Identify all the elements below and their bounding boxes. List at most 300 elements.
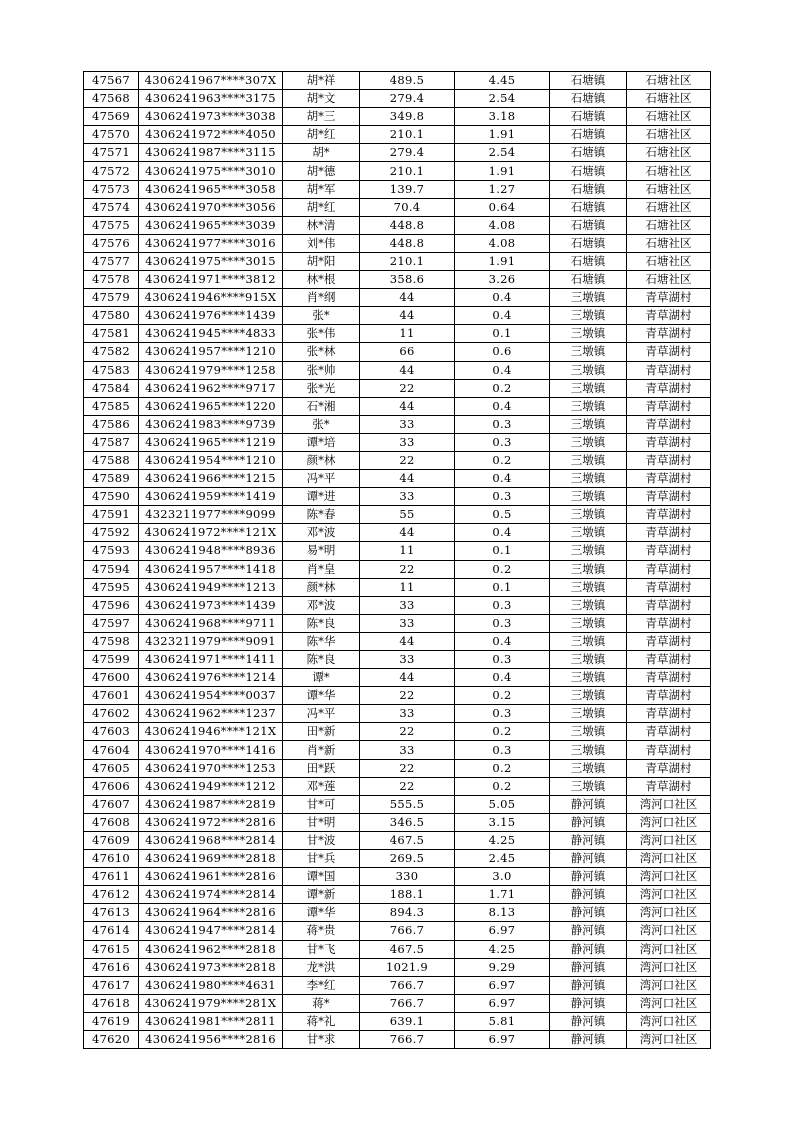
row-number-cell: 47583 (84, 361, 139, 379)
amount-cell: 33 (360, 488, 455, 506)
area-cell: 2.54 (455, 144, 550, 162)
village-cell: 湾河口社区 (627, 850, 711, 868)
village-cell: 湾河口社区 (627, 958, 711, 976)
area-cell: 3.0 (455, 868, 550, 886)
village-cell: 青草湖村 (627, 325, 711, 343)
table-row (84, 180, 711, 198)
table-row (84, 415, 711, 433)
row-number-cell: 47607 (84, 795, 139, 813)
village-cell: 石塘社区 (627, 126, 711, 144)
amount-cell: 33 (360, 415, 455, 433)
area-cell: 6.97 (455, 976, 550, 994)
row-number-cell: 47601 (84, 687, 139, 705)
village-cell: 青草湖村 (627, 361, 711, 379)
row-number-cell: 47617 (84, 976, 139, 994)
town-cell: 三墩镇 (550, 614, 627, 632)
table-row (84, 72, 711, 90)
table-row (84, 451, 711, 469)
id-number-cell: 4323211979****9091 (139, 632, 283, 650)
row-number-cell: 47574 (84, 198, 139, 216)
town-cell: 石塘镇 (550, 252, 627, 270)
area-cell: 0.3 (455, 614, 550, 632)
village-cell: 湾河口社区 (627, 813, 711, 831)
name-cell: 甘*明 (283, 813, 360, 831)
area-cell: 0.2 (455, 777, 550, 795)
name-cell: 谭*新 (283, 886, 360, 904)
name-cell: 胡*祥 (283, 72, 360, 90)
area-cell: 0.3 (455, 433, 550, 451)
town-cell: 石塘镇 (550, 271, 627, 289)
town-cell: 石塘镇 (550, 234, 627, 252)
village-cell: 湾河口社区 (627, 831, 711, 849)
town-cell: 静河镇 (550, 795, 627, 813)
area-cell: 4.25 (455, 831, 550, 849)
area-cell: 0.3 (455, 488, 550, 506)
id-number-cell: 4306241954****0037 (139, 687, 283, 705)
name-cell: 田*跃 (283, 759, 360, 777)
village-cell: 青草湖村 (627, 614, 711, 632)
area-cell: 0.1 (455, 325, 550, 343)
row-number-cell: 47582 (84, 343, 139, 361)
table-row (84, 343, 711, 361)
id-number-cell: 4306241962****9717 (139, 379, 283, 397)
amount-cell: 448.8 (360, 234, 455, 252)
area-cell: 0.2 (455, 723, 550, 741)
name-cell: 刘*伟 (283, 234, 360, 252)
name-cell: 甘*求 (283, 1030, 360, 1048)
amount-cell: 448.8 (360, 216, 455, 234)
id-number-cell: 4323211977****9099 (139, 506, 283, 524)
table-row (84, 578, 711, 596)
id-number-cell: 4306241971****1411 (139, 651, 283, 669)
row-number-cell: 47620 (84, 1030, 139, 1048)
amount-cell: 349.8 (360, 108, 455, 126)
table-row (84, 198, 711, 216)
id-number-cell: 4306241975****3015 (139, 252, 283, 270)
row-number-cell: 47585 (84, 397, 139, 415)
village-cell: 青草湖村 (627, 415, 711, 433)
row-number-cell: 47577 (84, 252, 139, 270)
table-row (84, 271, 711, 289)
village-cell: 青草湖村 (627, 506, 711, 524)
amount-cell: 33 (360, 705, 455, 723)
area-cell: 0.4 (455, 361, 550, 379)
id-number-cell: 4306241968****2814 (139, 831, 283, 849)
table-row (84, 958, 711, 976)
town-cell: 三墩镇 (550, 632, 627, 650)
name-cell: 冯*平 (283, 470, 360, 488)
town-cell: 三墩镇 (550, 397, 627, 415)
amount-cell: 66 (360, 343, 455, 361)
id-number-cell: 4306241970****1416 (139, 741, 283, 759)
town-cell: 石塘镇 (550, 180, 627, 198)
town-cell: 三墩镇 (550, 307, 627, 325)
amount-cell: 44 (360, 361, 455, 379)
table-row (84, 1012, 711, 1030)
id-number-cell: 4306241969****2818 (139, 850, 283, 868)
village-cell: 青草湖村 (627, 470, 711, 488)
id-number-cell: 4306241987****3115 (139, 144, 283, 162)
name-cell: 甘*可 (283, 795, 360, 813)
name-cell: 邓*波 (283, 596, 360, 614)
row-number-cell: 47619 (84, 1012, 139, 1030)
amount-cell: 139.7 (360, 180, 455, 198)
id-number-cell: 4306241962****2818 (139, 940, 283, 958)
amount-cell: 22 (360, 759, 455, 777)
area-cell: 5.81 (455, 1012, 550, 1030)
table-row (84, 596, 711, 614)
area-cell: 0.4 (455, 632, 550, 650)
area-cell: 0.5 (455, 506, 550, 524)
id-number-cell: 4306241966****1215 (139, 470, 283, 488)
amount-cell: 22 (360, 723, 455, 741)
id-number-cell: 4306241965****3039 (139, 216, 283, 234)
amount-cell: 22 (360, 560, 455, 578)
row-number-cell: 47616 (84, 958, 139, 976)
table-row (84, 687, 711, 705)
village-cell: 石塘社区 (627, 144, 711, 162)
table-row (84, 850, 711, 868)
town-cell: 三墩镇 (550, 379, 627, 397)
amount-cell: 210.1 (360, 162, 455, 180)
row-number-cell: 47613 (84, 904, 139, 922)
area-cell: 0.4 (455, 397, 550, 415)
village-cell: 湾河口社区 (627, 976, 711, 994)
row-number-cell: 47575 (84, 216, 139, 234)
area-cell: 1.91 (455, 252, 550, 270)
name-cell: 张* (283, 307, 360, 325)
id-number-cell: 4306241977****3016 (139, 234, 283, 252)
area-cell: 0.4 (455, 470, 550, 488)
amount-cell: 210.1 (360, 252, 455, 270)
name-cell: 谭*华 (283, 687, 360, 705)
amount-cell: 11 (360, 325, 455, 343)
amount-cell: 467.5 (360, 940, 455, 958)
amount-cell: 11 (360, 578, 455, 596)
village-cell: 青草湖村 (627, 596, 711, 614)
table-row (84, 90, 711, 108)
area-cell: 3.18 (455, 108, 550, 126)
amount-cell: 489.5 (360, 72, 455, 90)
village-cell: 青草湖村 (627, 451, 711, 469)
area-cell: 1.71 (455, 886, 550, 904)
area-cell: 0.4 (455, 289, 550, 307)
village-cell: 石塘社区 (627, 216, 711, 234)
name-cell: 陈*春 (283, 506, 360, 524)
town-cell: 静河镇 (550, 958, 627, 976)
amount-cell: 639.1 (360, 1012, 455, 1030)
table-row (84, 252, 711, 270)
amount-cell: 44 (360, 632, 455, 650)
amount-cell: 279.4 (360, 90, 455, 108)
name-cell: 易*明 (283, 542, 360, 560)
town-cell: 三墩镇 (550, 705, 627, 723)
area-cell: 0.1 (455, 542, 550, 560)
name-cell: 林*清 (283, 216, 360, 234)
village-cell: 石塘社区 (627, 252, 711, 270)
table-row (84, 741, 711, 759)
table-row (84, 397, 711, 415)
town-cell: 三墩镇 (550, 723, 627, 741)
row-number-cell: 47579 (84, 289, 139, 307)
amount-cell: 279.4 (360, 144, 455, 162)
id-number-cell: 4306241974****2814 (139, 886, 283, 904)
table-row (84, 289, 711, 307)
id-number-cell: 4306241948****8936 (139, 542, 283, 560)
id-number-cell: 4306241973****2818 (139, 958, 283, 976)
amount-cell: 44 (360, 470, 455, 488)
id-number-cell: 4306241965****3058 (139, 180, 283, 198)
table-row (84, 433, 711, 451)
amount-cell: 44 (360, 669, 455, 687)
name-cell: 胡*三 (283, 108, 360, 126)
id-number-cell: 4306241968****9711 (139, 614, 283, 632)
row-number-cell: 47576 (84, 234, 139, 252)
town-cell: 三墩镇 (550, 560, 627, 578)
id-number-cell: 4306241946****121X (139, 723, 283, 741)
amount-cell: 44 (360, 524, 455, 542)
id-number-cell: 4306241972****4050 (139, 126, 283, 144)
town-cell: 三墩镇 (550, 759, 627, 777)
id-number-cell: 4306241973****1439 (139, 596, 283, 614)
row-number-cell: 47573 (84, 180, 139, 198)
area-cell: 8.13 (455, 904, 550, 922)
village-cell: 青草湖村 (627, 741, 711, 759)
town-cell: 三墩镇 (550, 325, 627, 343)
row-number-cell: 47597 (84, 614, 139, 632)
name-cell: 甘*飞 (283, 940, 360, 958)
row-number-cell: 47611 (84, 868, 139, 886)
name-cell: 石*湘 (283, 397, 360, 415)
amount-cell: 33 (360, 741, 455, 759)
id-number-cell: 4306241976****1214 (139, 669, 283, 687)
row-number-cell: 47608 (84, 813, 139, 831)
town-cell: 三墩镇 (550, 524, 627, 542)
town-cell: 静河镇 (550, 1012, 627, 1030)
village-cell: 湾河口社区 (627, 940, 711, 958)
area-cell: 6.97 (455, 994, 550, 1012)
amount-cell: 22 (360, 451, 455, 469)
table-row (84, 940, 711, 958)
amount-cell: 33 (360, 651, 455, 669)
town-cell: 静河镇 (550, 831, 627, 849)
row-number-cell: 47615 (84, 940, 139, 958)
name-cell: 蒋*贵 (283, 922, 360, 940)
table-row (84, 632, 711, 650)
table-row (84, 560, 711, 578)
name-cell: 陈*良 (283, 651, 360, 669)
row-number-cell: 47584 (84, 379, 139, 397)
id-number-cell: 4306241957****1210 (139, 343, 283, 361)
town-cell: 静河镇 (550, 904, 627, 922)
table-row (84, 831, 711, 849)
area-cell: 0.4 (455, 307, 550, 325)
row-number-cell: 47602 (84, 705, 139, 723)
name-cell: 陈*华 (283, 632, 360, 650)
village-cell: 湾河口社区 (627, 1012, 711, 1030)
town-cell: 石塘镇 (550, 72, 627, 90)
row-number-cell: 47596 (84, 596, 139, 614)
town-cell: 三墩镇 (550, 470, 627, 488)
village-cell: 青草湖村 (627, 524, 711, 542)
area-cell: 0.3 (455, 651, 550, 669)
id-number-cell: 4306241972****121X (139, 524, 283, 542)
town-cell: 石塘镇 (550, 108, 627, 126)
table-row (84, 705, 711, 723)
amount-cell: 70.4 (360, 198, 455, 216)
village-cell: 湾河口社区 (627, 1030, 711, 1048)
village-cell: 湾河口社区 (627, 795, 711, 813)
area-cell: 1.27 (455, 180, 550, 198)
area-cell: 3.26 (455, 271, 550, 289)
name-cell: 冯*平 (283, 705, 360, 723)
id-number-cell: 4306241949****1212 (139, 777, 283, 795)
id-number-cell: 4306241975****3010 (139, 162, 283, 180)
row-number-cell: 47598 (84, 632, 139, 650)
amount-cell: 55 (360, 506, 455, 524)
village-cell: 石塘社区 (627, 180, 711, 198)
id-number-cell: 4306241964****2816 (139, 904, 283, 922)
id-number-cell: 4306241965****1220 (139, 397, 283, 415)
table-row (84, 976, 711, 994)
name-cell: 胡*阳 (283, 252, 360, 270)
town-cell: 三墩镇 (550, 741, 627, 759)
area-cell: 0.2 (455, 687, 550, 705)
name-cell: 肖*新 (283, 741, 360, 759)
table-row (84, 904, 711, 922)
area-cell: 0.6 (455, 343, 550, 361)
area-cell: 0.3 (455, 415, 550, 433)
table-row (84, 162, 711, 180)
town-cell: 静河镇 (550, 1030, 627, 1048)
amount-cell: 188.1 (360, 886, 455, 904)
row-number-cell: 47569 (84, 108, 139, 126)
name-cell: 胡*红 (283, 126, 360, 144)
village-cell: 青草湖村 (627, 723, 711, 741)
amount-cell: 210.1 (360, 126, 455, 144)
table-row (84, 216, 711, 234)
amount-cell: 22 (360, 687, 455, 705)
town-cell: 三墩镇 (550, 343, 627, 361)
village-cell: 青草湖村 (627, 343, 711, 361)
area-cell: 4.25 (455, 940, 550, 958)
name-cell: 肖*皇 (283, 560, 360, 578)
village-cell: 青草湖村 (627, 759, 711, 777)
row-number-cell: 47594 (84, 560, 139, 578)
area-cell: 0.3 (455, 741, 550, 759)
table-row (84, 813, 711, 831)
area-cell: 4.08 (455, 216, 550, 234)
row-number-cell: 47587 (84, 433, 139, 451)
id-number-cell: 4306241973****3038 (139, 108, 283, 126)
village-cell: 青草湖村 (627, 542, 711, 560)
name-cell: 张*伟 (283, 325, 360, 343)
row-number-cell: 47612 (84, 886, 139, 904)
id-number-cell: 4306241956****2816 (139, 1030, 283, 1048)
name-cell: 甘*兵 (283, 850, 360, 868)
name-cell: 胡* (283, 144, 360, 162)
table-row (84, 144, 711, 162)
town-cell: 石塘镇 (550, 144, 627, 162)
table-row (84, 524, 711, 542)
amount-cell: 330 (360, 868, 455, 886)
village-cell: 石塘社区 (627, 72, 711, 90)
village-cell: 青草湖村 (627, 687, 711, 705)
name-cell: 胡*文 (283, 90, 360, 108)
amount-cell: 44 (360, 397, 455, 415)
village-cell: 石塘社区 (627, 234, 711, 252)
name-cell: 张*光 (283, 379, 360, 397)
village-cell: 青草湖村 (627, 560, 711, 578)
town-cell: 三墩镇 (550, 777, 627, 795)
table-row (84, 506, 711, 524)
town-cell: 石塘镇 (550, 216, 627, 234)
table-row (84, 994, 711, 1012)
area-cell: 0.3 (455, 596, 550, 614)
table-row (84, 651, 711, 669)
town-cell: 三墩镇 (550, 687, 627, 705)
town-cell: 三墩镇 (550, 361, 627, 379)
town-cell: 石塘镇 (550, 162, 627, 180)
row-number-cell: 47580 (84, 307, 139, 325)
town-cell: 三墩镇 (550, 651, 627, 669)
amount-cell: 44 (360, 289, 455, 307)
id-number-cell: 4306241979****1258 (139, 361, 283, 379)
id-number-cell: 4306241976****1439 (139, 307, 283, 325)
name-cell: 蒋* (283, 994, 360, 1012)
row-number-cell: 47586 (84, 415, 139, 433)
id-number-cell: 4306241959****1419 (139, 488, 283, 506)
id-number-cell: 4306241949****1213 (139, 578, 283, 596)
id-number-cell: 4306241970****1253 (139, 759, 283, 777)
amount-cell: 555.5 (360, 795, 455, 813)
town-cell: 石塘镇 (550, 126, 627, 144)
row-number-cell: 47604 (84, 741, 139, 759)
name-cell: 李*红 (283, 976, 360, 994)
table-row (84, 1030, 711, 1048)
table-row (84, 614, 711, 632)
village-cell: 青草湖村 (627, 289, 711, 307)
area-cell: 0.4 (455, 524, 550, 542)
town-cell: 静河镇 (550, 868, 627, 886)
area-cell: 4.08 (455, 234, 550, 252)
id-number-cell: 4306241983****9739 (139, 415, 283, 433)
id-number-cell: 4306241987****2819 (139, 795, 283, 813)
town-cell: 三墩镇 (550, 415, 627, 433)
village-cell: 湾河口社区 (627, 904, 711, 922)
area-cell: 0.2 (455, 379, 550, 397)
area-cell: 6.97 (455, 922, 550, 940)
row-number-cell: 47618 (84, 994, 139, 1012)
area-cell: 3.15 (455, 813, 550, 831)
id-number-cell: 4306241967****307X (139, 72, 283, 90)
town-cell: 三墩镇 (550, 433, 627, 451)
row-number-cell: 47568 (84, 90, 139, 108)
amount-cell: 346.5 (360, 813, 455, 831)
row-number-cell: 47595 (84, 578, 139, 596)
area-cell: 4.45 (455, 72, 550, 90)
area-cell: 2.54 (455, 90, 550, 108)
row-number-cell: 47581 (84, 325, 139, 343)
row-number-cell: 47592 (84, 524, 139, 542)
id-number-cell: 4306241981****2811 (139, 1012, 283, 1030)
id-number-cell: 4306241970****3056 (139, 198, 283, 216)
area-cell: 2.45 (455, 850, 550, 868)
table-row (84, 307, 711, 325)
row-number-cell: 47603 (84, 723, 139, 741)
name-cell: 邓*波 (283, 524, 360, 542)
area-cell: 0.1 (455, 578, 550, 596)
